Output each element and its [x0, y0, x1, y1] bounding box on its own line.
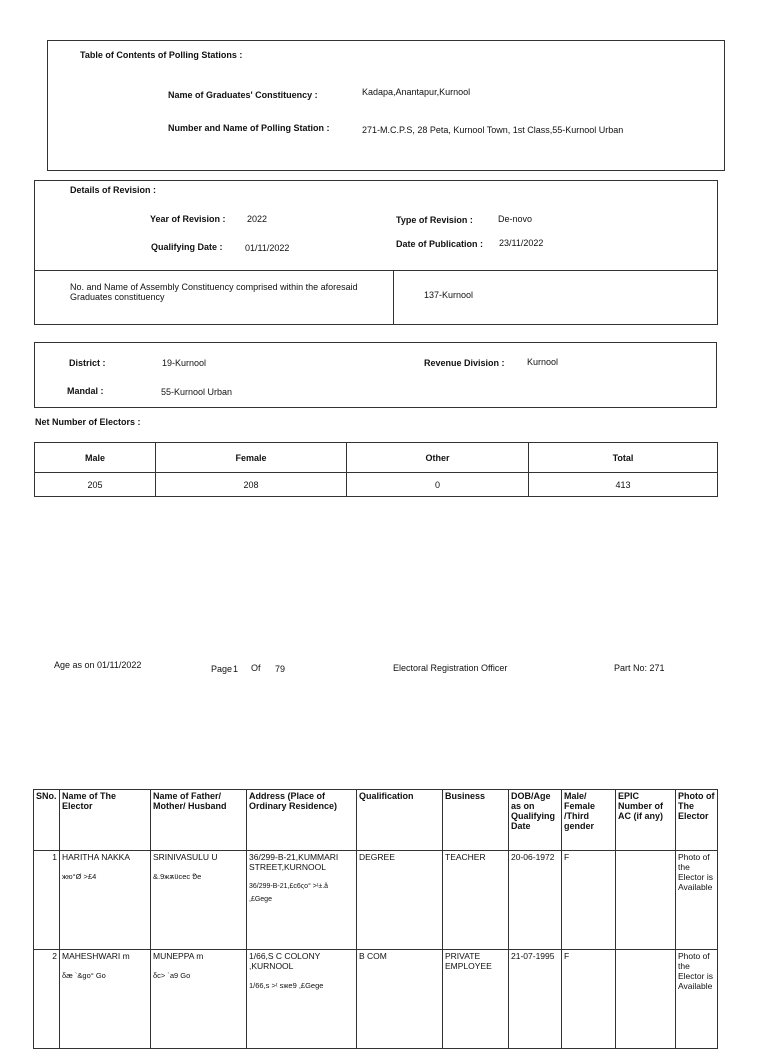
age-note: Age as on 01/11/2022	[54, 660, 142, 670]
header-photo: Photo of The Elector	[676, 790, 718, 851]
toc-heading: Table of Contents of Polling Stations :	[80, 50, 243, 60]
male-header: Male	[35, 443, 156, 473]
revenue-division-label: Revenue Division :	[424, 358, 505, 368]
publication-date-value: 23/11/2022	[499, 238, 544, 248]
district-label: District :	[69, 358, 106, 368]
header-name: Name of The Elector	[60, 790, 151, 851]
row-business: PRIVATE EMPLOYEE	[443, 950, 509, 1049]
header-father: Name of Father/ Mother/ Husband	[151, 790, 247, 851]
row-father	[151, 851, 247, 950]
elector-name-local: δæ `&gо° Gо	[62, 971, 106, 980]
row-name	[60, 950, 151, 1049]
female-header: Female	[156, 443, 347, 473]
row-gender: F	[562, 851, 616, 950]
header-business: Business	[443, 790, 509, 851]
row-epic	[616, 950, 676, 1049]
page-number: 1	[233, 664, 239, 674]
part-number: Part No: 271	[614, 663, 665, 673]
mandal-label: Mandal :	[67, 386, 104, 396]
row-father	[151, 950, 247, 1049]
male-count: 205	[35, 473, 156, 497]
mandal-value: 55-Kurnool Urban	[161, 387, 233, 397]
other-header: Other	[347, 443, 529, 473]
header-qualification: Qualification	[357, 790, 443, 851]
header-address: Address (Place of Ordinary Residence)	[247, 790, 357, 851]
row-qualification: B COM	[357, 950, 443, 1049]
header-gender: Male/ Female /Third gender	[562, 790, 616, 851]
assembly-value: 137-Kurnool	[424, 290, 474, 300]
revenue-division-value: Kurnool	[527, 357, 559, 367]
elector-list-table	[33, 789, 718, 1049]
elector-name: MAHESHWARI m	[62, 951, 130, 961]
assembly-label: No. and Name of Assembly Constituency comprised within the aforesaid Graduates constituency	[70, 282, 358, 302]
year-value: 2022	[247, 214, 268, 224]
elector-name: HARITHA NAKKA	[62, 852, 131, 862]
station-label: Number and Name of Polling Station :	[168, 123, 330, 133]
row-qualification: DEGREE	[357, 851, 443, 950]
station-value: 271-M.C.P.S, 28 Peta, Kurnool Town, 1st Class,55-Kurnool Urban	[362, 125, 624, 135]
publication-date-label: Date of Publication :	[396, 239, 484, 249]
district-value: 19-Kurnool	[162, 358, 207, 368]
header-epic: EPIC Number of AC (if any)	[616, 790, 676, 851]
row-address	[247, 950, 357, 1049]
table-row	[34, 851, 718, 950]
row-dob: 21-07-1995	[509, 950, 562, 1049]
other-count: 0	[347, 473, 529, 497]
elector-name-local: жю°Ø >£4	[62, 872, 97, 881]
father-name-local: δс> `a9 Gо	[153, 971, 191, 980]
total-header: Total	[529, 443, 718, 473]
electors-heading: Net Number of Electors :	[35, 417, 141, 427]
qualifying-date-value: 01/11/2022	[245, 243, 290, 253]
electors-table	[34, 442, 718, 497]
type-label: Type of Revision :	[396, 215, 473, 225]
row-sno: 1	[34, 851, 60, 950]
page-label: Page	[211, 664, 233, 674]
row-sno: 2	[34, 950, 60, 1049]
type-value: De-novo	[498, 214, 533, 224]
row-address	[247, 851, 357, 950]
row-photo: Photo of the Elector is Available	[676, 851, 718, 950]
constituency-value: Kadapa,Anantapur,Kurnool	[362, 87, 471, 97]
father-name: MUNEPPA m	[153, 951, 204, 961]
officer-label: Electoral Registration Officer	[393, 663, 508, 673]
constituency-label: Name of Graduates' Constituency :	[168, 90, 318, 100]
female-count: 208	[156, 473, 347, 497]
address-local-1: 36/299-B-21,£с6ςо° >ᵗ±.â	[249, 883, 329, 890]
qualifying-date-label: Qualifying Date :	[151, 242, 223, 252]
location-box	[34, 342, 717, 408]
total-count: 413	[529, 473, 718, 497]
row-photo: Photo of the Elector is Available	[676, 950, 718, 1049]
elector-header-row	[34, 790, 718, 851]
of-label: Of	[251, 663, 261, 673]
row-business: TEACHER	[443, 851, 509, 950]
row-epic	[616, 851, 676, 950]
header-sno: SNo.	[34, 790, 60, 851]
father-name-local: &.9жѫϋсес ᱚе	[153, 872, 202, 881]
address-local-2: ,£Gеgе	[249, 896, 272, 903]
address-text: 1/66,S C COLONY ,KURNOOL	[249, 951, 321, 971]
table-row	[34, 950, 718, 1049]
total-pages: 79	[275, 664, 286, 674]
header-dob: DOB/Age as on Qualifying Date	[509, 790, 562, 851]
revision-heading: Details of Revision :	[70, 185, 157, 195]
row-gender: F	[562, 950, 616, 1049]
year-label: Year of Revision :	[150, 214, 226, 224]
father-name: SRINIVASULU U	[153, 852, 218, 862]
address-text: 36/299-B-21,KUMMARI STREET,KURNOOL	[249, 852, 339, 872]
address-local-1: 1/66,s >ᵗ sжe9 ,£Gеgе	[249, 981, 324, 990]
row-dob: 20-06-1972	[509, 851, 562, 950]
row-name	[60, 851, 151, 950]
